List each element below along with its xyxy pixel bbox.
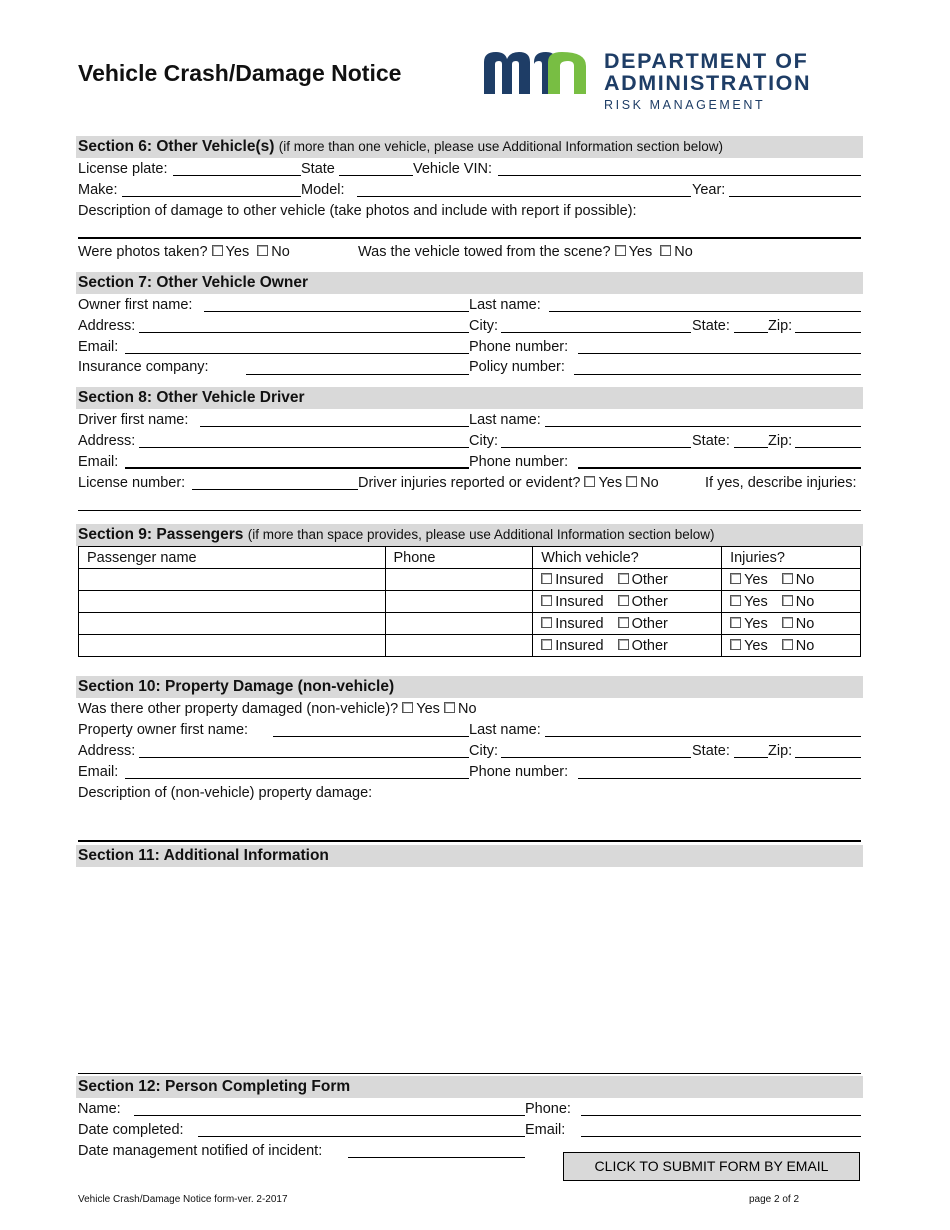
section-9-note: (if more than space provides, please use Additional Information section below) xyxy=(247,527,715,542)
driver-injuries-yes-label: Yes xyxy=(598,475,623,491)
date-completed-field[interactable] xyxy=(198,1136,525,1137)
property-city-label: City: xyxy=(469,743,498,759)
owner-city-field[interactable] xyxy=(501,332,691,333)
date-notified-field[interactable] xyxy=(348,1157,525,1158)
passenger-phone-cell[interactable] xyxy=(385,591,533,613)
driver-injuries-question xyxy=(358,474,659,492)
owner-state-field[interactable] xyxy=(734,332,768,333)
owner-address-label: Address: xyxy=(78,318,136,334)
section-6-note: (if more than one vehicle, please use Additional Information section below) xyxy=(278,139,723,154)
driver-first-name-label: Driver first name: xyxy=(78,412,189,428)
completer-email-field[interactable] xyxy=(581,1136,861,1137)
make-label: Make: xyxy=(78,182,118,198)
which-vehicle-cell xyxy=(533,569,722,591)
injury-yes-checkbox[interactable] xyxy=(730,595,741,606)
injuries-cell xyxy=(722,591,861,613)
other-label: Other xyxy=(631,615,668,632)
photos-question-label: Were photos taken? xyxy=(78,244,208,260)
column-header-injuries: Injuries? xyxy=(722,547,861,569)
logo-subtitle: RISK MANAGEMENT xyxy=(604,98,766,112)
section-12-header: Section 12: Person Completing Form xyxy=(76,1076,863,1098)
other-checkbox[interactable] xyxy=(618,639,629,650)
driver-address-label: Address: xyxy=(78,433,136,449)
property-damage-question xyxy=(78,700,477,718)
injury-no-checkbox[interactable] xyxy=(782,573,793,584)
table-row xyxy=(79,613,861,635)
injuries-cell xyxy=(722,569,861,591)
insured-checkbox[interactable] xyxy=(541,639,552,650)
injury-no-label: No xyxy=(795,571,815,588)
column-header-phone: Phone xyxy=(385,547,533,569)
insurance-company-field[interactable] xyxy=(246,374,469,375)
driver-city-field[interactable] xyxy=(501,447,691,448)
which-vehicle-cell xyxy=(533,613,722,635)
insured-label: Insured xyxy=(555,637,604,654)
property-phone-label: Phone number: xyxy=(469,764,569,780)
injuries-cell xyxy=(722,613,861,635)
driver-first-name-field[interactable] xyxy=(200,426,469,427)
vin-label: Vehicle VIN: xyxy=(413,161,492,177)
passenger-name-cell[interactable] xyxy=(79,613,386,635)
property-state-label: State: xyxy=(692,743,730,759)
footer-form-version: Vehicle Crash/Damage Notice form-ver. 2-2017 xyxy=(78,1194,288,1205)
table-header-row xyxy=(79,547,861,569)
state-field[interactable] xyxy=(339,175,413,176)
towed-question xyxy=(358,243,693,261)
license-plate-label: License plate: xyxy=(78,161,168,177)
describe-injuries-field[interactable] xyxy=(78,510,861,511)
towed-no-label: No xyxy=(674,244,693,260)
license-plate-field[interactable] xyxy=(173,175,301,176)
completer-name-field[interactable] xyxy=(134,1115,525,1116)
mn-logo-mark xyxy=(482,50,592,96)
owner-last-name-label: Last name: xyxy=(469,297,541,313)
driver-last-name-field[interactable] xyxy=(545,426,861,427)
owner-state-label: State: xyxy=(692,318,730,334)
state-label: State xyxy=(301,161,335,177)
injury-yes-checkbox[interactable] xyxy=(730,573,741,584)
owner-zip-label: Zip: xyxy=(768,318,793,334)
passenger-phone-cell[interactable] xyxy=(385,613,533,635)
property-state-field[interactable] xyxy=(734,757,768,758)
property-damage-yes-checkbox[interactable] xyxy=(402,702,413,713)
owner-phone-field[interactable] xyxy=(578,353,861,354)
section-11-bottom-rule xyxy=(78,1073,861,1074)
year-field[interactable] xyxy=(729,196,861,197)
submit-by-email-button[interactable]: CLICK TO SUBMIT FORM BY EMAIL xyxy=(563,1152,860,1181)
injury-yes-checkbox[interactable] xyxy=(730,617,741,628)
property-owner-first-name-label: Property owner first name: xyxy=(78,722,249,738)
driver-zip-field[interactable] xyxy=(795,447,861,448)
passengers-table xyxy=(78,546,861,657)
year-label: Year: xyxy=(692,182,726,198)
property-phone-field[interactable] xyxy=(578,778,861,779)
model-field[interactable] xyxy=(357,196,691,197)
which-vehicle-cell xyxy=(533,591,722,613)
table-row xyxy=(79,591,861,613)
insured-label: Insured xyxy=(555,593,604,610)
driver-city-label: City: xyxy=(469,433,498,449)
towed-yes-label: Yes xyxy=(628,244,653,260)
property-city-field[interactable] xyxy=(501,757,691,758)
driver-injuries-label: Driver injuries reported or evident? xyxy=(358,475,581,491)
additional-information-field[interactable] xyxy=(78,868,861,1072)
logo-line-1: DEPARTMENT OF xyxy=(604,49,809,73)
logo-line-2: ADMINISTRATION xyxy=(604,71,812,95)
owner-email-field[interactable] xyxy=(125,353,469,354)
driver-license-label: License number: xyxy=(78,475,186,491)
property-owner-last-name-label: Last name: xyxy=(469,722,541,738)
owner-phone-label: Phone number: xyxy=(469,339,569,355)
photos-no-label: No xyxy=(271,244,290,260)
make-field[interactable] xyxy=(122,196,301,197)
injury-no-checkbox[interactable] xyxy=(782,639,793,650)
driver-injuries-no-label: No xyxy=(640,475,659,491)
other-label: Other xyxy=(631,637,668,654)
property-damage-description-field[interactable] xyxy=(78,840,861,842)
column-header-which-vehicle: Which vehicle? xyxy=(533,547,722,569)
driver-phone-field[interactable] xyxy=(578,467,861,469)
injury-yes-label: Yes xyxy=(744,593,768,610)
property-damage-yes-label: Yes xyxy=(416,701,440,717)
model-label: Model: xyxy=(301,182,345,198)
section-9-header xyxy=(76,524,863,546)
property-zip-label: Zip: xyxy=(768,743,793,759)
policy-number-label: Policy number: xyxy=(469,359,565,375)
property-damage-no-label: No xyxy=(457,701,477,717)
insured-label: Insured xyxy=(555,615,604,632)
photos-yes-checkbox[interactable] xyxy=(212,245,223,256)
which-vehicle-cell xyxy=(533,635,722,657)
section-8-header: Section 8: Other Vehicle Driver xyxy=(76,387,863,409)
property-email-field[interactable] xyxy=(125,778,469,779)
insured-checkbox[interactable] xyxy=(541,573,552,584)
property-owner-first-name-field[interactable] xyxy=(273,736,469,737)
insurance-company-label: Insurance company: xyxy=(78,359,209,375)
property-owner-last-name-field[interactable] xyxy=(545,736,861,737)
column-header-passenger-name: Passenger name xyxy=(79,547,386,569)
other-checkbox[interactable] xyxy=(618,617,629,628)
injury-no-checkbox[interactable] xyxy=(782,595,793,606)
table-row xyxy=(79,635,861,657)
driver-injuries-yes-checkbox[interactable] xyxy=(584,476,595,487)
driver-license-field[interactable] xyxy=(192,489,358,490)
department-logo xyxy=(482,50,872,116)
section-6-title: Section 6: Other Vehicle(s) xyxy=(78,138,275,155)
describe-injuries-label: If yes, describe injuries: xyxy=(705,475,857,491)
injury-yes-label: Yes xyxy=(744,571,768,588)
damage-description-field[interactable] xyxy=(78,237,861,239)
driver-address-field[interactable] xyxy=(139,447,469,448)
section-7-header: Section 7: Other Vehicle Owner xyxy=(76,272,863,294)
section-9-title: Section 9: Passengers xyxy=(78,526,244,543)
other-label: Other xyxy=(631,571,668,588)
other-label: Other xyxy=(631,593,668,610)
owner-zip-field[interactable] xyxy=(795,332,861,333)
injury-yes-label: Yes xyxy=(744,615,768,632)
photos-question xyxy=(78,243,290,261)
date-notified-label: Date management notified of incident: xyxy=(78,1143,323,1159)
policy-number-field[interactable] xyxy=(574,374,861,375)
property-damage-description-label: Description of (non-vehicle) property damage: xyxy=(78,785,373,801)
injury-no-label: No xyxy=(795,615,815,632)
photos-yes-label: Yes xyxy=(225,244,250,260)
injury-no-label: No xyxy=(795,593,815,610)
owner-email-label: Email: xyxy=(78,339,119,355)
photos-no-checkbox[interactable] xyxy=(257,245,268,256)
driver-state-field[interactable] xyxy=(734,447,768,448)
section-11-header: Section 11: Additional Information xyxy=(76,845,863,867)
owner-city-label: City: xyxy=(469,318,498,334)
insured-checkbox[interactable] xyxy=(541,595,552,606)
completer-email-label: Email: xyxy=(525,1122,566,1138)
towed-yes-checkbox[interactable] xyxy=(615,245,626,256)
logo-text xyxy=(604,50,811,94)
passenger-name-cell[interactable] xyxy=(79,569,386,591)
property-address-label: Address: xyxy=(78,743,136,759)
driver-injuries-no-checkbox[interactable] xyxy=(626,476,637,487)
other-checkbox[interactable] xyxy=(618,573,629,584)
completer-phone-label: Phone: xyxy=(525,1101,571,1117)
other-checkbox[interactable] xyxy=(618,595,629,606)
section-10-header: Section 10: Property Damage (non-vehicle) xyxy=(76,676,863,698)
section-6-header xyxy=(76,136,863,158)
driver-phone-label: Phone number: xyxy=(469,454,569,470)
passenger-name-cell[interactable] xyxy=(79,591,386,613)
driver-zip-label: Zip: xyxy=(768,433,793,449)
vin-field[interactable] xyxy=(498,175,861,176)
property-address-field[interactable] xyxy=(139,757,469,758)
driver-email-field[interactable] xyxy=(125,467,469,469)
driver-last-name-label: Last name: xyxy=(469,412,541,428)
property-zip-field[interactable] xyxy=(795,757,861,758)
driver-state-label: State: xyxy=(692,433,730,449)
injuries-cell xyxy=(722,635,861,657)
insured-label: Insured xyxy=(555,571,604,588)
owner-first-name-label: Owner first name: xyxy=(78,297,193,313)
injury-yes-label: Yes xyxy=(744,637,768,654)
owner-first-name-field[interactable] xyxy=(204,311,469,312)
damage-description-label: Description of damage to other vehicle (take photos and include with report if possible): xyxy=(78,203,637,219)
towed-no-checkbox[interactable] xyxy=(660,245,671,256)
passenger-phone-cell[interactable] xyxy=(385,635,533,657)
injury-no-label: No xyxy=(795,637,815,654)
table-row xyxy=(79,569,861,591)
towed-question-label: Was the vehicle towed from the scene? xyxy=(358,244,611,260)
completer-name-label: Name: xyxy=(78,1101,121,1117)
injury-no-checkbox[interactable] xyxy=(782,617,793,628)
date-completed-label: Date completed: xyxy=(78,1122,184,1138)
owner-last-name-field[interactable] xyxy=(549,311,861,312)
completer-phone-field[interactable] xyxy=(581,1115,861,1116)
injury-yes-checkbox[interactable] xyxy=(730,639,741,650)
footer-page-number: page 2 of 2 xyxy=(749,1194,800,1205)
property-email-label: Email: xyxy=(78,764,119,780)
driver-email-label: Email: xyxy=(78,454,119,470)
property-damage-question-label: Was there other property damaged (non-vehicle)? xyxy=(78,701,399,717)
property-damage-no-checkbox[interactable] xyxy=(444,702,455,713)
passenger-phone-cell[interactable] xyxy=(385,569,533,591)
passenger-name-cell[interactable] xyxy=(79,635,386,657)
insured-checkbox[interactable] xyxy=(541,617,552,628)
owner-address-field[interactable] xyxy=(139,332,469,333)
page-title: Vehicle Crash/Damage Notice xyxy=(78,60,402,86)
